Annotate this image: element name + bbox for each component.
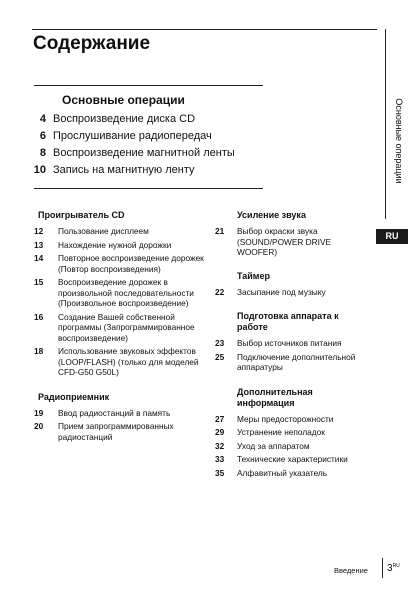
toc-entry[interactable] <box>215 352 367 373</box>
toc-entry[interactable] <box>215 226 367 258</box>
toc-entry-text: Ввод радиостанций в память <box>58 407 171 418</box>
cd-player-heading: Проигрыватель CD <box>38 210 125 220</box>
right-column <box>215 210 367 478</box>
toc-entry[interactable] <box>34 253 208 274</box>
toc-entry-text: Подключение дополнительной аппаратуры <box>237 351 356 372</box>
toc-entry-page: 15 <box>34 277 44 287</box>
toc-entry-page: 23 <box>215 338 225 348</box>
toc-entry[interactable] <box>215 427 367 438</box>
main-item-label: Прослушивание радиопередач <box>53 129 212 142</box>
toc-entry-text: Прием запрограммированных радиостанций <box>58 421 174 442</box>
main-section-list <box>30 110 235 178</box>
sound-heading: Усиление звука <box>237 210 306 220</box>
main-item[interactable] <box>30 110 235 127</box>
page-title: Содержание <box>33 33 151 54</box>
main-section-heading: Основные операции <box>62 93 185 107</box>
toc-entry-page: 25 <box>215 351 225 362</box>
toc-entry-text: Создание Вашей собственной программы (Запрограммированное воспроизведение) <box>58 311 195 343</box>
toc-entry[interactable] <box>215 414 367 425</box>
toc-entry-page: 18 <box>34 346 44 356</box>
toc-entry-text: Пользование дисплеем <box>58 226 149 236</box>
toc-entry-page: 16 <box>34 311 44 322</box>
toc-entry-text: Выбор источников питания <box>237 338 342 348</box>
footer-section-label: Введение <box>334 566 368 575</box>
main-item[interactable] <box>30 144 235 161</box>
timer-heading: Таймер <box>237 270 270 281</box>
toc-entry[interactable] <box>34 240 208 251</box>
toc-entry-text: Выбор окраски звука (SOUND/POWER DRIVE WOOFER) <box>237 226 332 257</box>
toc-entry[interactable] <box>34 421 208 442</box>
extra-info-heading: Дополнительная информация <box>237 386 313 408</box>
toc-entry-text: Повторное воспроизведение дорожек (Повтор воспроизведения) <box>58 253 204 274</box>
left-column <box>34 210 208 442</box>
toc-entry[interactable] <box>215 338 367 349</box>
main-item-page: 10 <box>33 163 46 176</box>
main-item-page: 6 <box>39 129 46 142</box>
page-number <box>387 563 400 574</box>
toc-entry[interactable] <box>34 226 208 237</box>
language-badge: RU <box>376 229 408 244</box>
toc-entry[interactable] <box>215 468 367 479</box>
toc-entry-page: 12 <box>34 226 44 236</box>
toc-entry-page: 35 <box>215 467 225 478</box>
sidebar-divider <box>385 29 386 219</box>
toc-entry-text: Устранение неполадок <box>237 427 325 437</box>
toc-entry[interactable] <box>215 287 367 298</box>
toc-entry[interactable] <box>215 454 367 465</box>
toc-entry-text: Алфавитный указатель <box>237 467 328 478</box>
toc-entry-page: 21 <box>215 226 225 236</box>
toc-entry-page: 29 <box>215 427 225 437</box>
section-tab-label: Основные операции <box>394 98 404 184</box>
toc-entry-text: Технические характеристики <box>237 454 348 464</box>
toc-entry[interactable] <box>34 277 208 309</box>
toc-entry-page: 27 <box>215 413 225 424</box>
toc-entry[interactable] <box>215 441 367 452</box>
main-item[interactable] <box>30 127 235 144</box>
toc-entry-page: 20 <box>34 421 44 431</box>
section-rule-top <box>34 85 263 86</box>
section-tab[interactable] <box>391 85 407 197</box>
main-item-label: Запись на магнитную ленту <box>53 163 195 176</box>
main-item-label: Воспроизведение магнитной ленты <box>53 146 235 159</box>
toc-entry-page: 19 <box>34 407 44 418</box>
footer-divider <box>382 558 383 578</box>
top-rule <box>32 29 377 30</box>
toc-entry-text: Меры предосторожности <box>237 413 334 424</box>
section-rule-bottom <box>34 188 263 189</box>
page-number-suffix: RU <box>392 563 400 569</box>
main-item[interactable] <box>30 161 235 178</box>
toc-entry-page: 32 <box>215 440 225 451</box>
toc-entry[interactable] <box>34 346 208 378</box>
setup-heading: Подготовка аппарата к работе <box>237 311 339 332</box>
toc-entry-text: Уход за аппаратом <box>237 440 310 451</box>
toc-entry-text: Использование звуковых эффектов (LOOP/FLASH) (только для моделей CFD-G50 G50L) <box>58 346 199 377</box>
toc-entry-text: Нахождение нужной дорожки <box>58 239 172 250</box>
main-item-label: Воспроизведение диска CD <box>53 112 196 125</box>
toc-entry-page: 22 <box>215 286 225 297</box>
toc-entry-page: 13 <box>34 239 44 250</box>
page-number-value: 3 <box>387 563 393 574</box>
toc-entry-text: Засыпание под музыку <box>237 286 326 297</box>
radio-heading: Радиоприемник <box>38 391 110 402</box>
toc-entry-text: Воспроизведение дорожек в произвольной последовательности (Произвольное воспроизведение) <box>58 277 194 308</box>
toc-entry[interactable] <box>34 408 208 419</box>
main-item-page: 4 <box>39 112 46 125</box>
toc-entry[interactable] <box>34 312 208 344</box>
main-item-page: 8 <box>39 146 46 159</box>
toc-entry-page: 14 <box>34 253 44 263</box>
toc-entry-page: 33 <box>215 454 225 464</box>
